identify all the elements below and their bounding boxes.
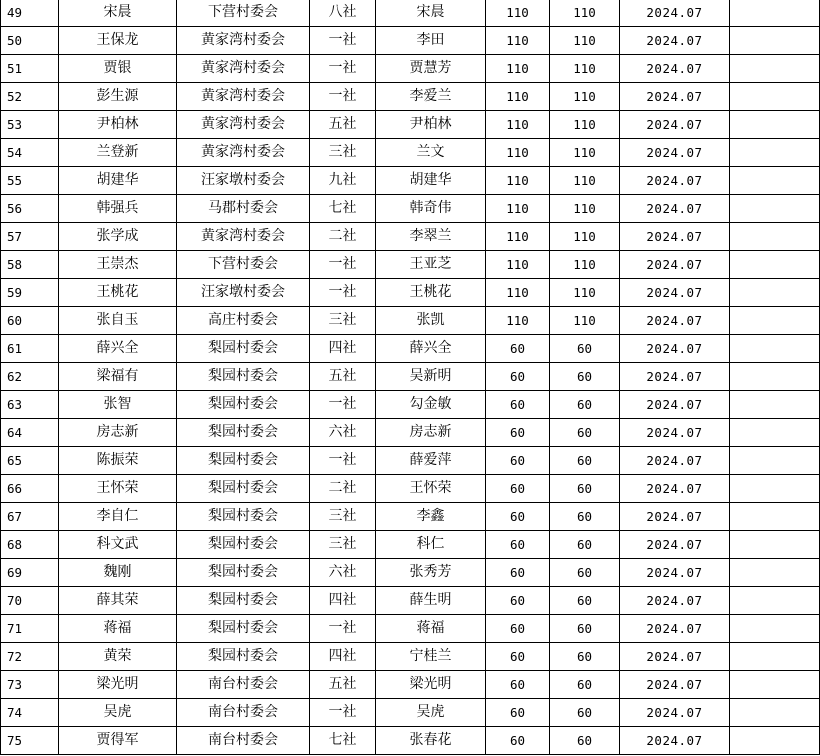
table-row <box>1 279 820 307</box>
period-cell: 2024.07 <box>620 531 730 559</box>
group-cell: 六社 <box>310 559 376 587</box>
row-number: 63 <box>1 391 59 419</box>
table-row <box>1 475 820 503</box>
standard-amount-cell: 60 <box>486 391 550 419</box>
name-cell: 梁光明 <box>59 671 177 699</box>
village-committee-cell: 南台村委会 <box>177 699 310 727</box>
standard-amount-cell: 60 <box>486 559 550 587</box>
table-row <box>1 167 820 195</box>
row-number: 56 <box>1 195 59 223</box>
standard-amount-cell: 60 <box>486 503 550 531</box>
table-row <box>1 139 820 167</box>
standard-amount-cell: 60 <box>486 531 550 559</box>
standard-amount-cell: 110 <box>486 27 550 55</box>
recipient-cell: 王怀荣 <box>376 475 486 503</box>
recipient-cell: 韩奇伟 <box>376 195 486 223</box>
name-cell: 彭生源 <box>59 83 177 111</box>
name-cell: 尹柏林 <box>59 111 177 139</box>
table-row <box>1 223 820 251</box>
table-row <box>1 307 820 335</box>
row-number: 59 <box>1 279 59 307</box>
group-cell: 一社 <box>310 251 376 279</box>
row-number: 60 <box>1 307 59 335</box>
paid-amount-cell: 110 <box>550 27 620 55</box>
paid-amount-cell: 60 <box>550 699 620 727</box>
village-committee-cell: 梨园村委会 <box>177 475 310 503</box>
table-row <box>1 335 820 363</box>
recipient-cell: 房志新 <box>376 419 486 447</box>
period-cell: 2024.07 <box>620 195 730 223</box>
village-committee-cell: 梨园村委会 <box>177 559 310 587</box>
row-number: 64 <box>1 419 59 447</box>
group-cell: 七社 <box>310 195 376 223</box>
paid-amount-cell: 60 <box>550 727 620 755</box>
village-committee-cell: 黄家湾村委会 <box>177 139 310 167</box>
recipient-cell: 李翠兰 <box>376 223 486 251</box>
remark-cell <box>730 27 820 55</box>
recipient-cell: 蒋福 <box>376 615 486 643</box>
table-row <box>1 419 820 447</box>
group-cell: 五社 <box>310 671 376 699</box>
recipient-cell: 科仁 <box>376 531 486 559</box>
recipient-cell: 宁桂兰 <box>376 643 486 671</box>
period-cell: 2024.07 <box>620 699 730 727</box>
period-cell: 2024.07 <box>620 279 730 307</box>
village-committee-cell: 高庄村委会 <box>177 307 310 335</box>
group-cell: 三社 <box>310 307 376 335</box>
group-cell: 一社 <box>310 27 376 55</box>
paid-amount-cell: 110 <box>550 251 620 279</box>
paid-amount-cell: 110 <box>550 307 620 335</box>
group-cell: 一社 <box>310 615 376 643</box>
table-row <box>1 587 820 615</box>
recipient-cell: 胡建华 <box>376 167 486 195</box>
period-cell: 2024.07 <box>620 475 730 503</box>
table-row <box>1 671 820 699</box>
remark-cell <box>730 615 820 643</box>
recipient-cell: 张凯 <box>376 307 486 335</box>
name-cell: 王怀荣 <box>59 475 177 503</box>
recipient-cell: 薛兴全 <box>376 335 486 363</box>
recipient-cell: 贾慧芳 <box>376 55 486 83</box>
group-cell: 三社 <box>310 503 376 531</box>
row-number: 67 <box>1 503 59 531</box>
village-committee-cell: 梨园村委会 <box>177 615 310 643</box>
period-cell: 2024.07 <box>620 55 730 83</box>
table-row <box>1 251 820 279</box>
standard-amount-cell: 110 <box>486 111 550 139</box>
recipient-cell: 薛爱萍 <box>376 447 486 475</box>
table-row <box>1 363 820 391</box>
paid-amount-cell: 110 <box>550 139 620 167</box>
period-cell: 2024.07 <box>620 391 730 419</box>
village-committee-cell: 南台村委会 <box>177 671 310 699</box>
name-cell: 张自玉 <box>59 307 177 335</box>
recipient-cell: 李田 <box>376 27 486 55</box>
recipient-cell: 吴虎 <box>376 699 486 727</box>
recipient-cell: 王亚芝 <box>376 251 486 279</box>
standard-amount-cell: 110 <box>486 251 550 279</box>
group-cell: 四社 <box>310 587 376 615</box>
paid-amount-cell: 60 <box>550 391 620 419</box>
row-number: 75 <box>1 727 59 755</box>
row-number: 74 <box>1 699 59 727</box>
paid-amount-cell: 60 <box>550 587 620 615</box>
paid-amount-cell: 110 <box>550 83 620 111</box>
table-row <box>1 83 820 111</box>
paid-amount-cell: 110 <box>550 195 620 223</box>
remark-cell <box>730 223 820 251</box>
village-committee-cell: 黄家湾村委会 <box>177 55 310 83</box>
remark-cell <box>730 0 820 27</box>
row-number: 50 <box>1 27 59 55</box>
remark-cell <box>730 643 820 671</box>
period-cell: 2024.07 <box>620 27 730 55</box>
group-cell: 一社 <box>310 447 376 475</box>
name-cell: 贾银 <box>59 55 177 83</box>
standard-amount-cell: 60 <box>486 699 550 727</box>
table-row <box>1 531 820 559</box>
table-row <box>1 0 820 27</box>
name-cell: 胡建华 <box>59 167 177 195</box>
village-committee-cell: 梨园村委会 <box>177 587 310 615</box>
standard-amount-cell: 60 <box>486 643 550 671</box>
recipient-cell: 吴新明 <box>376 363 486 391</box>
paid-amount-cell: 110 <box>550 0 620 27</box>
recipient-cell: 梁光明 <box>376 671 486 699</box>
period-cell: 2024.07 <box>620 671 730 699</box>
name-cell: 张学成 <box>59 223 177 251</box>
remark-cell <box>730 671 820 699</box>
standard-amount-cell: 110 <box>486 223 550 251</box>
name-cell: 张智 <box>59 391 177 419</box>
period-cell: 2024.07 <box>620 559 730 587</box>
remark-cell <box>730 139 820 167</box>
group-cell: 七社 <box>310 727 376 755</box>
period-cell: 2024.07 <box>620 587 730 615</box>
name-cell: 王桃花 <box>59 279 177 307</box>
row-number: 52 <box>1 83 59 111</box>
remark-cell <box>730 699 820 727</box>
paid-amount-cell: 110 <box>550 55 620 83</box>
remark-cell <box>730 195 820 223</box>
recipient-cell: 勾金敏 <box>376 391 486 419</box>
name-cell: 薛其荣 <box>59 587 177 615</box>
name-cell: 王崇杰 <box>59 251 177 279</box>
recipient-cell: 王桃花 <box>376 279 486 307</box>
paid-amount-cell: 60 <box>550 559 620 587</box>
standard-amount-cell: 110 <box>486 279 550 307</box>
remark-cell <box>730 363 820 391</box>
village-committee-cell: 黄家湾村委会 <box>177 83 310 111</box>
recipient-cell: 薛生明 <box>376 587 486 615</box>
remark-cell <box>730 55 820 83</box>
recipient-cell: 尹柏林 <box>376 111 486 139</box>
standard-amount-cell: 60 <box>486 335 550 363</box>
paid-amount-cell: 60 <box>550 503 620 531</box>
row-number: 69 <box>1 559 59 587</box>
name-cell: 魏刚 <box>59 559 177 587</box>
remark-cell <box>730 531 820 559</box>
table-row <box>1 559 820 587</box>
row-number: 55 <box>1 167 59 195</box>
row-number: 61 <box>1 335 59 363</box>
village-committee-cell: 马郡村委会 <box>177 195 310 223</box>
table-row <box>1 111 820 139</box>
period-cell: 2024.07 <box>620 643 730 671</box>
village-committee-cell: 汪家墩村委会 <box>177 167 310 195</box>
remark-cell <box>730 391 820 419</box>
standard-amount-cell: 60 <box>486 727 550 755</box>
paid-amount-cell: 60 <box>550 363 620 391</box>
paid-amount-cell: 110 <box>550 167 620 195</box>
remark-cell <box>730 503 820 531</box>
row-number: 66 <box>1 475 59 503</box>
row-number: 53 <box>1 111 59 139</box>
village-committee-cell: 梨园村委会 <box>177 503 310 531</box>
remark-cell <box>730 83 820 111</box>
row-number: 70 <box>1 587 59 615</box>
table-row <box>1 503 820 531</box>
village-committee-cell: 黄家湾村委会 <box>177 27 310 55</box>
remark-cell <box>730 167 820 195</box>
group-cell: 九社 <box>310 167 376 195</box>
village-committee-cell: 梨园村委会 <box>177 447 310 475</box>
standard-amount-cell: 110 <box>486 0 550 27</box>
paid-amount-cell: 60 <box>550 475 620 503</box>
period-cell: 2024.07 <box>620 615 730 643</box>
standard-amount-cell: 110 <box>486 83 550 111</box>
standard-amount-cell: 110 <box>486 307 550 335</box>
row-number: 72 <box>1 643 59 671</box>
group-cell: 五社 <box>310 111 376 139</box>
period-cell: 2024.07 <box>620 83 730 111</box>
name-cell: 兰登新 <box>59 139 177 167</box>
group-cell: 一社 <box>310 55 376 83</box>
recipient-cell: 李爱兰 <box>376 83 486 111</box>
village-committee-cell: 梨园村委会 <box>177 335 310 363</box>
standard-amount-cell: 110 <box>486 167 550 195</box>
group-cell: 一社 <box>310 699 376 727</box>
standard-amount-cell: 60 <box>486 615 550 643</box>
row-number: 58 <box>1 251 59 279</box>
recipient-cell: 张春花 <box>376 727 486 755</box>
group-cell: 四社 <box>310 335 376 363</box>
table-row <box>1 55 820 83</box>
name-cell: 薛兴全 <box>59 335 177 363</box>
village-committee-cell: 黄家湾村委会 <box>177 223 310 251</box>
group-cell: 一社 <box>310 83 376 111</box>
period-cell: 2024.07 <box>620 251 730 279</box>
paid-amount-cell: 110 <box>550 111 620 139</box>
paid-amount-cell: 60 <box>550 419 620 447</box>
village-committee-cell: 黄家湾村委会 <box>177 111 310 139</box>
table-row <box>1 447 820 475</box>
village-committee-cell: 下营村委会 <box>177 0 310 27</box>
table-body <box>1 0 820 755</box>
period-cell: 2024.07 <box>620 111 730 139</box>
period-cell: 2024.07 <box>620 419 730 447</box>
standard-amount-cell: 110 <box>486 55 550 83</box>
period-cell: 2024.07 <box>620 139 730 167</box>
row-number: 62 <box>1 363 59 391</box>
paid-amount-cell: 60 <box>550 643 620 671</box>
paid-amount-cell: 60 <box>550 615 620 643</box>
paid-amount-cell: 60 <box>550 335 620 363</box>
group-cell: 三社 <box>310 531 376 559</box>
recipient-cell: 李鑫 <box>376 503 486 531</box>
village-committee-cell: 南台村委会 <box>177 727 310 755</box>
remark-cell <box>730 279 820 307</box>
standard-amount-cell: 110 <box>486 139 550 167</box>
name-cell: 宋晨 <box>59 0 177 27</box>
name-cell: 梁福有 <box>59 363 177 391</box>
row-number: 65 <box>1 447 59 475</box>
period-cell: 2024.07 <box>620 167 730 195</box>
standard-amount-cell: 60 <box>486 447 550 475</box>
village-committee-cell: 梨园村委会 <box>177 643 310 671</box>
standard-amount-cell: 60 <box>486 587 550 615</box>
remark-cell <box>730 307 820 335</box>
group-cell: 一社 <box>310 391 376 419</box>
paid-amount-cell: 110 <box>550 223 620 251</box>
row-number: 73 <box>1 671 59 699</box>
recipient-cell: 兰文 <box>376 139 486 167</box>
remark-cell <box>730 251 820 279</box>
group-cell: 六社 <box>310 419 376 447</box>
remark-cell <box>730 587 820 615</box>
period-cell: 2024.07 <box>620 223 730 251</box>
name-cell: 韩强兵 <box>59 195 177 223</box>
standard-amount-cell: 110 <box>486 195 550 223</box>
table-row <box>1 727 820 755</box>
name-cell: 王保龙 <box>59 27 177 55</box>
standard-amount-cell: 60 <box>486 475 550 503</box>
village-committee-cell: 梨园村委会 <box>177 363 310 391</box>
name-cell: 黄荣 <box>59 643 177 671</box>
village-committee-cell: 梨园村委会 <box>177 531 310 559</box>
group-cell: 一社 <box>310 279 376 307</box>
standard-amount-cell: 60 <box>486 419 550 447</box>
name-cell: 科文武 <box>59 531 177 559</box>
village-committee-cell: 梨园村委会 <box>177 419 310 447</box>
village-committee-cell: 汪家墩村委会 <box>177 279 310 307</box>
name-cell: 蒋福 <box>59 615 177 643</box>
name-cell: 陈振荣 <box>59 447 177 475</box>
group-cell: 八社 <box>310 0 376 27</box>
period-cell: 2024.07 <box>620 363 730 391</box>
recipient-cell: 宋晨 <box>376 0 486 27</box>
table-row <box>1 391 820 419</box>
period-cell: 2024.07 <box>620 727 730 755</box>
name-cell: 李自仁 <box>59 503 177 531</box>
remark-cell <box>730 727 820 755</box>
period-cell: 2024.07 <box>620 335 730 363</box>
remark-cell <box>730 475 820 503</box>
period-cell: 2024.07 <box>620 503 730 531</box>
row-number: 71 <box>1 615 59 643</box>
group-cell: 二社 <box>310 223 376 251</box>
period-cell: 2024.07 <box>620 307 730 335</box>
period-cell: 2024.07 <box>620 0 730 27</box>
remark-cell <box>730 559 820 587</box>
row-number: 51 <box>1 55 59 83</box>
row-number: 57 <box>1 223 59 251</box>
table-row <box>1 643 820 671</box>
village-committee-cell: 下营村委会 <box>177 251 310 279</box>
paid-amount-cell: 60 <box>550 671 620 699</box>
table-row <box>1 699 820 727</box>
paid-amount-cell: 110 <box>550 279 620 307</box>
period-cell: 2024.07 <box>620 447 730 475</box>
remark-cell <box>730 419 820 447</box>
village-committee-cell: 梨园村委会 <box>177 391 310 419</box>
remark-cell <box>730 447 820 475</box>
row-number: 54 <box>1 139 59 167</box>
table-row <box>1 27 820 55</box>
standard-amount-cell: 60 <box>486 671 550 699</box>
group-cell: 四社 <box>310 643 376 671</box>
row-number: 68 <box>1 531 59 559</box>
table-row <box>1 195 820 223</box>
group-cell: 五社 <box>310 363 376 391</box>
paid-amount-cell: 60 <box>550 531 620 559</box>
name-cell: 吴虎 <box>59 699 177 727</box>
remark-cell <box>730 111 820 139</box>
name-cell: 房志新 <box>59 419 177 447</box>
group-cell: 二社 <box>310 475 376 503</box>
group-cell: 三社 <box>310 139 376 167</box>
table-row <box>1 615 820 643</box>
remark-cell <box>730 335 820 363</box>
paid-amount-cell: 60 <box>550 447 620 475</box>
name-cell: 贾得军 <box>59 727 177 755</box>
standard-amount-cell: 60 <box>486 363 550 391</box>
recipient-cell: 张秀芳 <box>376 559 486 587</box>
row-number: 49 <box>1 0 59 27</box>
